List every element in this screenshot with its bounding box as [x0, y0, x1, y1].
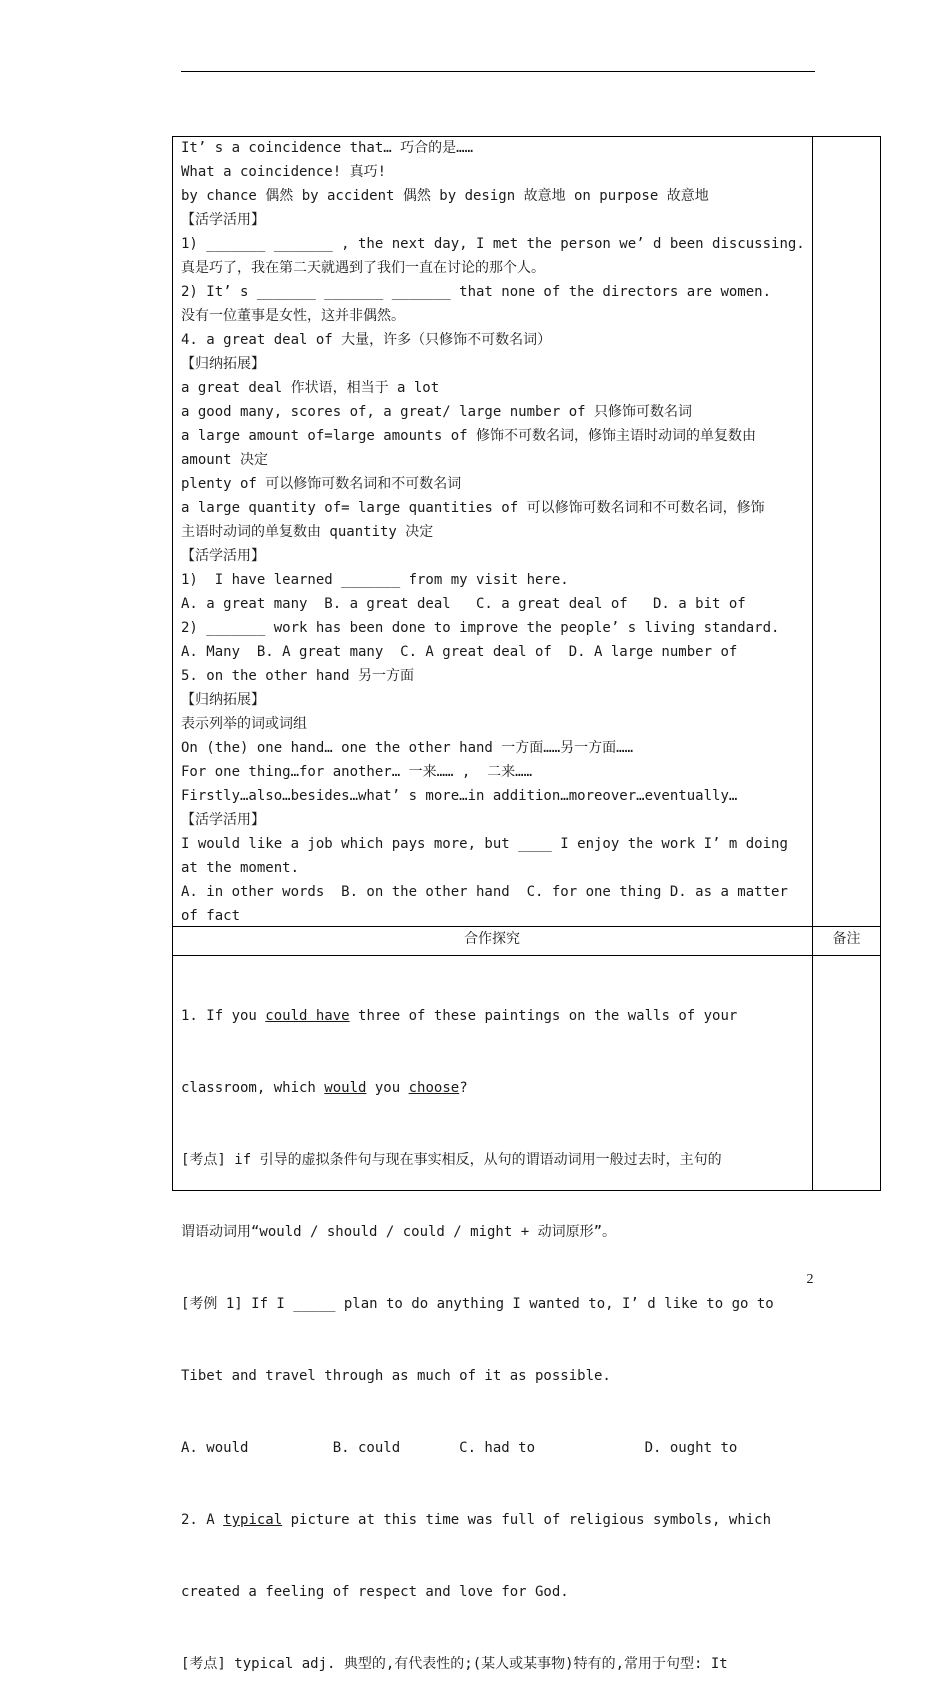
underlined-phrase: would	[324, 1080, 367, 1096]
text-line: It’ s a coincidence that… 巧合的是……	[181, 140, 474, 156]
answer-options: A. would B. could C. had to D. ought to	[181, 1440, 738, 1456]
text-line: of fact	[181, 908, 241, 924]
text-line: I would like a job which pays more, but ____ I enjoy the work I’ m doing	[181, 836, 788, 852]
text-line: a great deal 作状语，相当于 a lot	[181, 380, 440, 396]
text-line: 真是巧了，我在第二天就遇到了我们一直在讨论的那个人。	[181, 260, 545, 276]
text-line: 【活学活用】	[181, 812, 265, 828]
question-1-line-2: classroom, which would you choose?	[181, 1080, 468, 1096]
text-line: 表示列举的词或词组	[181, 716, 307, 732]
underlined-phrase: typical	[223, 1512, 283, 1528]
text-line: at the moment.	[181, 860, 300, 876]
page-number: 2	[806, 1272, 814, 1287]
notes-column-divider	[812, 136, 813, 1191]
text-line: [考例 1] If I _____ plan to do anything I wanted to, I’ d like to go to	[181, 1296, 774, 1312]
text-line: 1) _______ _______ , the next day, I met the person we’ d been discussing.	[181, 236, 805, 252]
text-line: a large quantity of= large quantities of 可以修饰可数名词和不可数名词，修饰	[181, 500, 765, 516]
bottom-content-cell	[181, 956, 808, 1700]
text-line: Tibet and travel through as much of it as possible.	[181, 1368, 611, 1384]
text-line: Firstly…also…besides…what’ s more…in addition…moreover…eventually…	[181, 788, 738, 804]
text-line: 【归纳拓展】	[181, 356, 265, 372]
text-line: [考点] if 引导的虚拟条件句与现在事实相反，从句的谓语动词用一般过去时，主句的	[181, 1152, 722, 1168]
text-line: 2) _______ work has been done to improve the people’ s living standard.	[181, 620, 780, 636]
text-line: amount 决定	[181, 452, 269, 468]
text-line: 【活学活用】	[181, 548, 265, 564]
text-line: On (the) one hand… one the other hand 一方面……另一方面……	[181, 740, 634, 756]
text-line: [考点] typical adj. 典型的,有代表性的;(某人或某事物)特有的,常用于句型: It	[181, 1656, 728, 1672]
text-line: A. Many B. A great many C. A great deal of D. A large number of	[181, 644, 738, 660]
text-line: 4. a great deal of 大量，许多（只修饰不可数名词）	[181, 332, 552, 348]
text-line: 主语时动词的单复数由 quantity 决定	[181, 524, 434, 540]
underlined-phrase: could have	[265, 1008, 350, 1024]
text-line: What a coincidence! 真巧!	[181, 164, 387, 180]
text-line: 谓语动词用“would / should / could / might + 动词原形”。	[181, 1224, 617, 1240]
text-line: 没有一位董事是女性，这并非偶然。	[181, 308, 405, 324]
section-title: 合作探究	[464, 931, 520, 947]
text-line: 【活学活用】	[181, 212, 265, 228]
text-line: A. in other words B. on the other hand C. for one thing D. as a matter	[181, 884, 788, 900]
text-line: A. a great many B. a great deal C. a great deal of D. a bit of	[181, 596, 746, 612]
question-2-line-1: 2. A typical picture at this time was full of religious symbols, which	[181, 1512, 772, 1528]
text-line: created a feeling of respect and love for God.	[181, 1584, 569, 1600]
text-line: 1) I have learned _______ from my visit here.	[181, 572, 569, 588]
text-line: 5. on the other hand 另一方面	[181, 668, 415, 684]
text-line: 2) It’ s _______ _______ _______ that none of the directors are women.	[181, 284, 772, 300]
text-line: a good many, scores of, a great/ large number of 只修饰可数名词	[181, 404, 693, 420]
notes-header: 备注	[832, 931, 861, 947]
text-line: plenty of 可以修饰可数名词和不可数名词	[181, 476, 462, 492]
top-content-cell	[181, 136, 808, 928]
text-line: For one thing…for another… 一来…… , 二来……	[181, 764, 533, 780]
underlined-phrase: choose	[408, 1080, 460, 1096]
text-line: by chance 偶然 by accident 偶然 by design 故意地 on purpose 故意地	[181, 188, 709, 204]
text-line: a large amount of=large amounts of 修饰不可数名词，修饰主语时动词的单复数由	[181, 428, 757, 444]
text-line: 【归纳拓展】	[181, 692, 265, 708]
question-1-line-1: 1. If you could have three of these paintings on the walls of your	[181, 1008, 738, 1024]
header-rule	[181, 71, 815, 72]
